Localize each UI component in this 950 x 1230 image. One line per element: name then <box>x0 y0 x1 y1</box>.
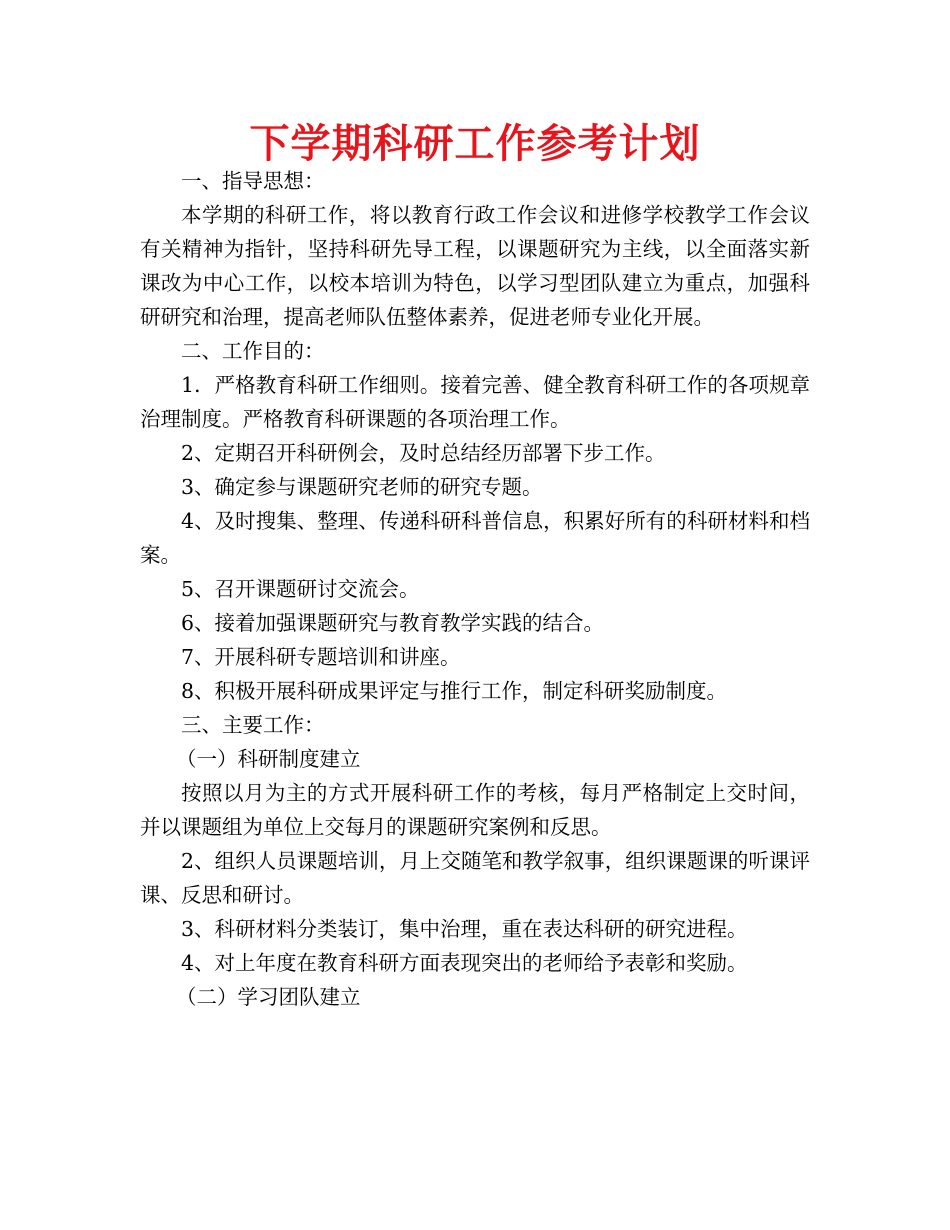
paragraph-research-assessment: 按照以月为主的方式开展科研工作的考核，每月严格制定上交时间，并以课题组为单位上交每月的课题研究案例和反思。 <box>140 781 810 839</box>
subsection-heading-learning-team: （二）学习团队建立 <box>176 985 361 1009</box>
paragraph-guiding-thought: 本学期的科研工作，将以教育行政工作会议和进修学校教学工作会议有关精神为指针，坚持科研先导工程，以课题研究为主线，以全面落实新课改为中心工作，以校本培训为特色，以学习型团队建立为重点，加强科研研究和治理，提高老师队伍整体素养，促进老师专业化开展。 <box>140 203 810 329</box>
goal-item-8: 8、积极开展科研成果评定与推行工作，制定科研奖励制度。 <box>181 679 728 703</box>
work-item-4: 4、对上年度在教育科研方面表现突出的老师给予表彰和奖励。 <box>181 951 748 975</box>
goal-item-1: 1．严格教育科研工作细则。接着完善、健全教育科研工作的各项规章治理制度。严格教育科研课题的各项治理工作。 <box>140 373 810 431</box>
section-heading-guiding-thought: 一、指导思想： <box>181 169 325 193</box>
goal-item-5: 5、召开课题研讨交流会。 <box>181 577 420 601</box>
work-item-3: 3、科研材料分类装订，集中治理，重在表达科研的研究进程。 <box>181 917 748 941</box>
goal-item-3: 3、确定参与课题研究老师的研究专题。 <box>181 475 543 499</box>
goal-item-6: 6、接着加强课题研究与教育教学实践的结合。 <box>181 611 605 635</box>
section-heading-work-goals: 二、工作目的： <box>181 339 325 363</box>
goal-item-2: 2、定期召开科研例会，及时总结经历部署下步工作。 <box>181 441 666 465</box>
goal-item-7: 7、开展科研专题培训和讲座。 <box>181 645 461 669</box>
document-body <box>140 164 810 1014</box>
work-item-2: 2、组织人员课题培训，月上交随笔和教学叙事，组织课题课的听课评课、反思和研讨。 <box>140 849 810 907</box>
subsection-heading-research-system: （一）科研制度建立 <box>176 747 361 771</box>
document-title: 下学期科研工作参考计划 <box>249 121 701 167</box>
goal-item-4: 4、及时搜集、整理、传递科研科普信息，积累好所有的科研材料和档案。 <box>140 509 810 567</box>
section-heading-main-work: 三、主要工作： <box>181 713 325 737</box>
